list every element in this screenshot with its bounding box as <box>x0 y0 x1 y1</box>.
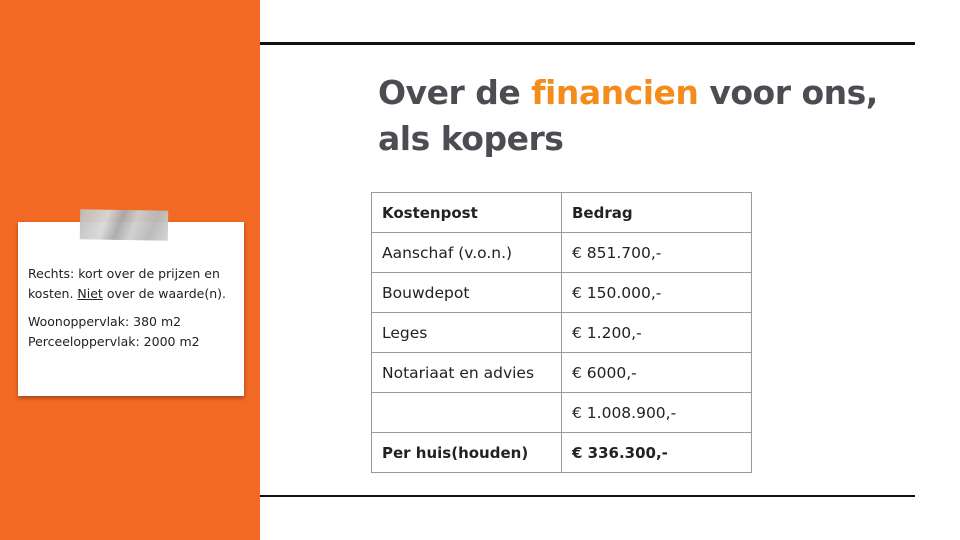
row-amount: € 150.000,- <box>562 273 752 313</box>
note-body <box>28 264 240 360</box>
table-header-row <box>372 193 752 233</box>
row-label: Notariaat en advies <box>372 353 562 393</box>
table-row-per-household <box>372 433 752 473</box>
note-text: over de waarde(n). <box>102 286 227 301</box>
cost-table <box>371 192 752 473</box>
table-row <box>372 313 752 353</box>
note-paragraph-2 <box>28 312 240 352</box>
title-text-start: Over de <box>378 73 532 112</box>
table-row <box>372 233 752 273</box>
note-text: Rechts: kort over de prijzen en kosten. <box>28 266 220 301</box>
slide-title <box>378 70 918 162</box>
note-paragraph-1 <box>28 264 240 304</box>
note-underlined-word: Niet <box>77 286 103 301</box>
bottom-divider <box>260 495 915 497</box>
sticky-note <box>18 222 244 396</box>
header-kostenpost: Kostenpost <box>372 193 562 233</box>
table-row-total <box>372 393 752 433</box>
title-text-end: voor ons, als kopers <box>378 73 878 158</box>
top-divider <box>260 42 915 45</box>
row-label <box>372 393 562 433</box>
tape-icon <box>80 209 169 241</box>
table-row <box>372 353 752 393</box>
per-household-amount: € 336.300,- <box>562 433 752 473</box>
row-amount: € 6000,- <box>562 353 752 393</box>
plot-area: Perceeloppervlak: 2000 m2 <box>28 334 200 349</box>
total-amount: € 1.008.900,- <box>562 393 752 433</box>
header-bedrag: Bedrag <box>562 193 752 233</box>
living-area: Woonoppervlak: 380 m2 <box>28 314 182 329</box>
row-amount: € 851.700,- <box>562 233 752 273</box>
title-accent-word: financien <box>531 73 699 112</box>
row-label: Leges <box>372 313 562 353</box>
row-amount: € 1.200,- <box>562 313 752 353</box>
table-row <box>372 273 752 313</box>
row-label: Bouwdepot <box>372 273 562 313</box>
row-label: Aanschaf (v.o.n.) <box>372 233 562 273</box>
row-label: Per huis(houden) <box>372 433 562 473</box>
